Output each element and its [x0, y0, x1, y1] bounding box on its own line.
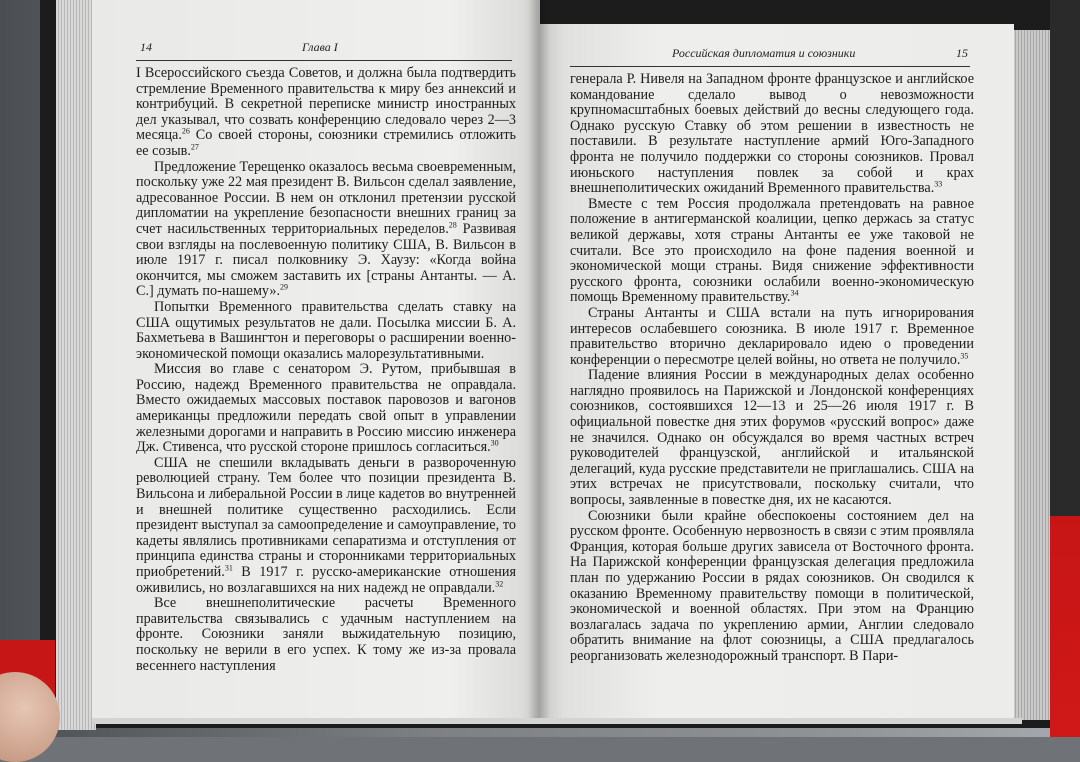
paragraph-text: I Всероссийского съезда Советов, и должна была подтвердить стремление Временного правительства к миру без аннексий и контрибуций. В секретной переписке министр иностранных дел указывал, что созвать конференцию следовало через 2—3 месяца. [136, 65, 516, 144]
paragraph [570, 306, 974, 368]
footnote-ref: 30 [490, 438, 499, 448]
left-page-body [136, 66, 516, 674]
footnote-ref: 35 [960, 350, 969, 360]
right-page-body [570, 72, 974, 665]
left-page [92, 0, 540, 720]
page-edges-left [56, 0, 96, 730]
footnote-ref: 28 [448, 220, 457, 230]
paragraph [136, 456, 516, 596]
header-rule-right [570, 66, 970, 67]
paragraph-text: В 1917 г. русско-американские отношения оживились, но возлагавшихся на них надежд не оправдали. [136, 564, 516, 596]
page-number-right: 15 [956, 46, 968, 60]
paragraph [570, 197, 974, 306]
book-bottom-edge [92, 718, 1022, 724]
paragraph-text: Миссия во главе с сенатором Э. Рутом, прибывшая в Россию, надежд Временного правительства не оправдала. Вместо ожидаемых массовых поставок паровозов и вагонов американцы предложили передать свой опыт в управлении железными дорогами и направить в Россию миссию инженера Дж. Стивенса, что русской стороне пришлось согласиться. [136, 361, 516, 456]
footnote-ref: 32 [495, 578, 504, 588]
spine-shadow [528, 0, 550, 722]
paragraph [570, 509, 974, 665]
header-rule-left [136, 60, 512, 61]
footnote-ref: 34 [790, 288, 799, 298]
footnote-ref: 29 [280, 282, 289, 292]
footnote-ref: 26 [181, 126, 190, 136]
paragraph-text: Все внешнеполитические расчеты Временного правительства связывались с удачным наступлением на фронте. Союзники заняли выжидательную позицию, поскольку не верили в его успех. К тому же из-за провала весеннего наступления [136, 595, 516, 674]
paragraph [136, 300, 516, 362]
footnote-ref: 31 [224, 563, 233, 573]
paragraph-text: Вместе с тем Россия продолжала претендовать на равное положение в антигерманской коалиции, цепко держась за статус великой державы, хотя страны Антанты ее уже таковой не считали. Все это происходило на фоне падения военной и экономической мощи страны. Видя снижение эффективности русского фронта, союзники ослабили военно-экономическую помощь Временному правительству. [570, 195, 974, 306]
paragraph [136, 66, 516, 160]
paragraph-text: Развивая свои взгляды на послевоенную политику США, В. Вильсон в июле 1917 г. писал полковнику Э. Хаузу: «Когда война окончится, мы сможем заставить их [страны Антанты. — А. С.] думать по-нашему». [136, 220, 516, 300]
section-title: Российская дипломатия и союзники [672, 46, 856, 60]
chapter-title: Глава I [302, 40, 338, 54]
paragraph-text: Страны Антанты и США встали на путь игнорирования интересов ослабевшего союзника. В июле 1917 г. Временное правительство вторично декларировало идею о проведении конференции о пересмотре целей войны, но ответа не получило. [570, 304, 974, 368]
footnote-ref: 33 [934, 179, 943, 189]
paragraph [136, 596, 516, 674]
paragraph-text: Со своей стороны, союзники стремились отложить ее созыв. [136, 127, 516, 159]
right-page [540, 24, 1014, 722]
paragraph-text: США не спешили вкладывать деньги в развороченную революцией страну. Тем более что позиции президента В. Вильсона и либеральной России в лице кадетов во внутренней и внешней политике существенно расходились. Если президент выступал за самоопределение и самоуправление, то кадеты являлись противниками сепаратизма и отступления от принципа единства страны и сторонниками территориальных приобретений. [136, 454, 516, 580]
footnote-ref: 27 [190, 142, 199, 152]
paragraph [570, 72, 974, 197]
paragraph [136, 362, 516, 456]
paragraph-text: Попытки Временного правительства сделать ставку на США ощутимых результатов не дали. Посылка миссии Б. А. Бахметьева в Вашингтон и переговоры о расширении военно-экономической помощи оказались малорезультативными. [136, 298, 516, 362]
paragraph-text: Союзники были крайне обеспокоены состоянием дел на русском фронте. Особенную нервозность в связи с этим проявляла Франция, которая больше других зависела от Восточного фронта. На Парижской конференции французская делегация предложила план по удержанию России в рядах союзников. Он сводился к оказанию Временному правительству помощи в политической, экономической и военной областях. При этом на Францию возлагалась задача по укреплению армии, Англии следовало обратить внимание на флот союзницы, а США предлагалось реорганизовать железнодорожный транспорт. В Пари- [570, 507, 975, 664]
page-number-left: 14 [140, 40, 152, 54]
paragraph-text: генерала Р. Нивеля на Западном фронте французское и английское командование сделало вывод о невозможности крупномасштабных боевых действий до весны следующего года. Однако русскую Ставку об этом решении в известность не поставили. В результате наступление армий Юго-Западного фронта не получило поддержки со стороны союзников. Провал июньского наступления повлек за собой и крах внешнеполитических ожиданий Временного правительства. [570, 71, 974, 197]
paragraph [136, 160, 516, 300]
page-edges-right [1010, 30, 1050, 720]
paragraph-text: Падение влияния России в международных делах особенно наглядно проявилось на Парижской и Лондонской конференциях союзников, состоявшихся 12—13 и 25—26 июля 1917 г. В официальной повестке дня этих форумов «русский вопрос» даже не значился. Однако он обсуждался во время частных встреч руководителей французской, английской и итальянской делегаций, куда русские представители не приглашались. США на этих встречах не присутствовали, поскольку считали, что вопросы, заявленные в повестке дня, их не касаются. [570, 367, 974, 509]
cover-red-edge-right [1050, 0, 1080, 737]
paragraph [570, 368, 974, 508]
paragraph-text: Предложение Терещенко оказалось весьма своевременным, поскольку уже 22 мая президент В. Вильсон сделал заявление, адресованное России. В нем он отклонил претензии русской дипломатии на укрепление безопасности внешних границ за счет насильственных территориальных переделов. [136, 158, 516, 237]
